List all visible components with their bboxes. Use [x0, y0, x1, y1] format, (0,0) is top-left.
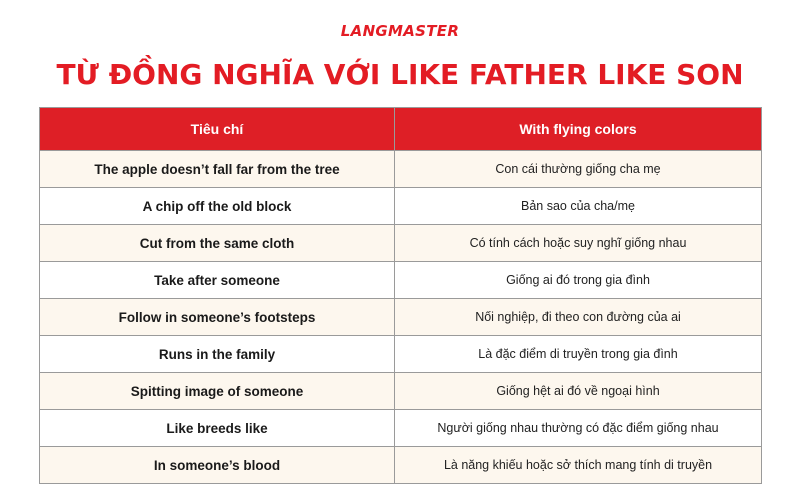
term-cell: Follow in someone’s footsteps	[40, 299, 395, 336]
table-row	[40, 410, 762, 447]
page-title: TỪ ĐỒNG NGHĨA VỚI LIKE FATHER LIKE SON	[56, 58, 744, 91]
term-cell: Cut from the same cloth	[40, 225, 395, 262]
table-row	[40, 336, 762, 373]
table-row	[40, 225, 762, 262]
term-cell: Like breeds like	[40, 410, 395, 447]
column-header-meaning: With flying colors	[395, 108, 762, 151]
column-header-criteria: Tiêu chí	[40, 108, 395, 151]
meaning-cell: Là đặc điểm di truyền trong gia đình	[395, 336, 762, 373]
term-cell: A chip off the old block	[40, 188, 395, 225]
meaning-cell: Giống ai đó trong gia đình	[395, 262, 762, 299]
table-row	[40, 188, 762, 225]
meaning-cell: Nối nghiệp, đi theo con đường của ai	[395, 299, 762, 336]
table-row	[40, 447, 762, 484]
meaning-cell: Con cái thường giống cha mẹ	[395, 151, 762, 188]
term-cell: Runs in the family	[40, 336, 395, 373]
table-header-row	[40, 108, 762, 151]
table-row	[40, 262, 762, 299]
term-cell: The apple doesn’t fall far from the tree	[40, 151, 395, 188]
term-cell: Take after someone	[40, 262, 395, 299]
synonyms-table	[39, 107, 762, 484]
brand-logo: LANGMASTER	[340, 22, 460, 40]
meaning-cell: Giống hệt ai đó về ngoại hình	[395, 373, 762, 410]
term-cell: In someone’s blood	[40, 447, 395, 484]
term-cell: Spitting image of someone	[40, 373, 395, 410]
meaning-cell: Có tính cách hoặc suy nghĩ giống nhau	[395, 225, 762, 262]
table-row	[40, 373, 762, 410]
table-row	[40, 151, 762, 188]
meaning-cell: Bản sao của cha/mẹ	[395, 188, 762, 225]
meaning-cell: Người giống nhau thường có đặc điểm giống nhau	[395, 410, 762, 447]
meaning-cell: Là năng khiếu hoặc sở thích mang tính di truyền	[395, 447, 762, 484]
table-row	[40, 299, 762, 336]
